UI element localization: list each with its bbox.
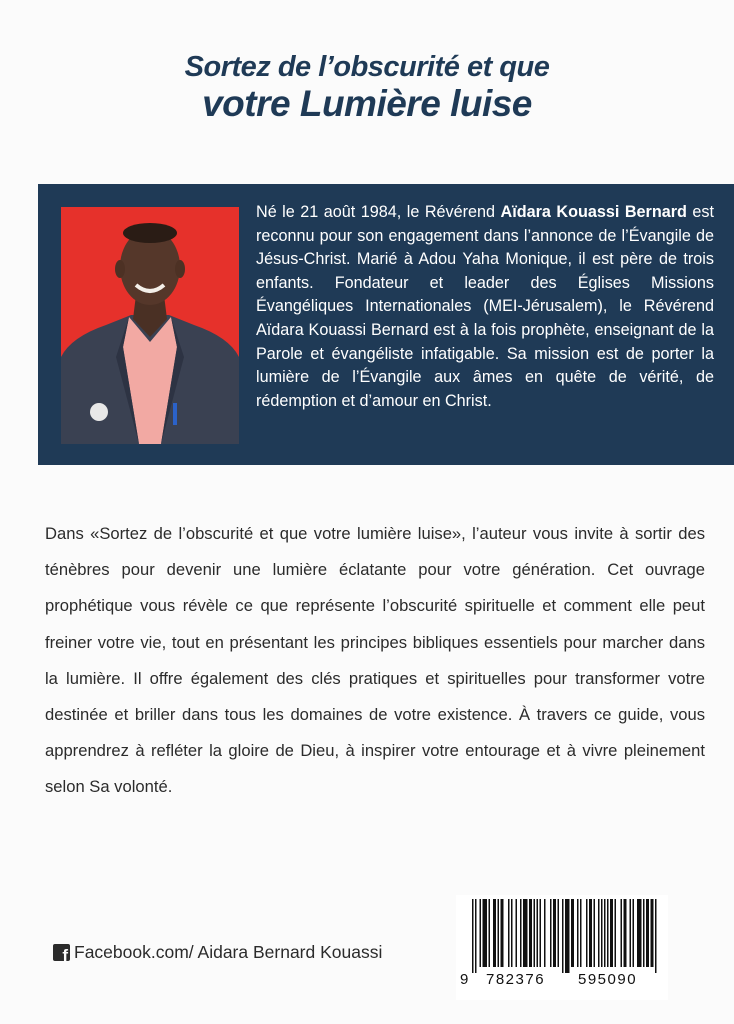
bio-body: est reconnu pour son engagement dans l’annonce de l’Évangile de Jésus-Christ. Marié à Adou Yaha Monique, il est père de trois enfants. Fondateur et leader des Églises Missions Évangéliques Internationales (MEI-Jérusalem), le Révérend Aïdara Kouassi Bernard est à la fois prophète, enseignant de la Parole et évangéliste infatigable. Sa mission est de porter la lumière de l’Évangile aux âmes en quête de vérité, de rédemption et d’amour en Christ. (256, 203, 715, 410)
facebook-link[interactable] (53, 942, 382, 963)
title-line-1: Sortez de l’obscurité et que (184, 51, 550, 83)
barcode-first-digit: 9 (460, 971, 469, 988)
bio-intro: Né le 21 août 1984, le Révérend (256, 203, 501, 221)
barcode-group-2: 595090 (578, 971, 638, 988)
author-bio (256, 201, 714, 413)
author-name: Aïdara Kouassi Bernard (500, 203, 687, 221)
isbn-barcode (456, 895, 668, 1000)
author-portrait (61, 207, 239, 444)
facebook-icon: f (53, 944, 70, 961)
barcode-group-1: 782376 (486, 971, 546, 988)
book-description: Dans «Sortez de l’obscurité et que votre lumière luise», l’auteur vous invite à sortir des ténèbres pour devenir une lumière éclatante pour votre génération. Cet ouvrage prophétique vous révèle ce que représente l’obscurité spirituelle et comment elle peut freiner votre vie, tout en présentant les principes bibliques essentiels pour marcher dans la lumière. Il offre également des clés pratiques et spirituelles pour transformer votre destinée et briller dans tous les domaines de votre existence. À travers ce guide, vous apprendrez à refléter la gloire de Dieu, à inspirer votre entourage et à vivre pleinement selon Sa volonté. (45, 524, 705, 797)
author-bio-panel (38, 184, 734, 465)
book-title (0, 50, 734, 124)
title-line-2: votre Lumière luise (202, 83, 532, 124)
barcode-bars (456, 895, 668, 973)
facebook-text: Facebook.com/ Aidara Bernard Kouassi (74, 942, 383, 962)
